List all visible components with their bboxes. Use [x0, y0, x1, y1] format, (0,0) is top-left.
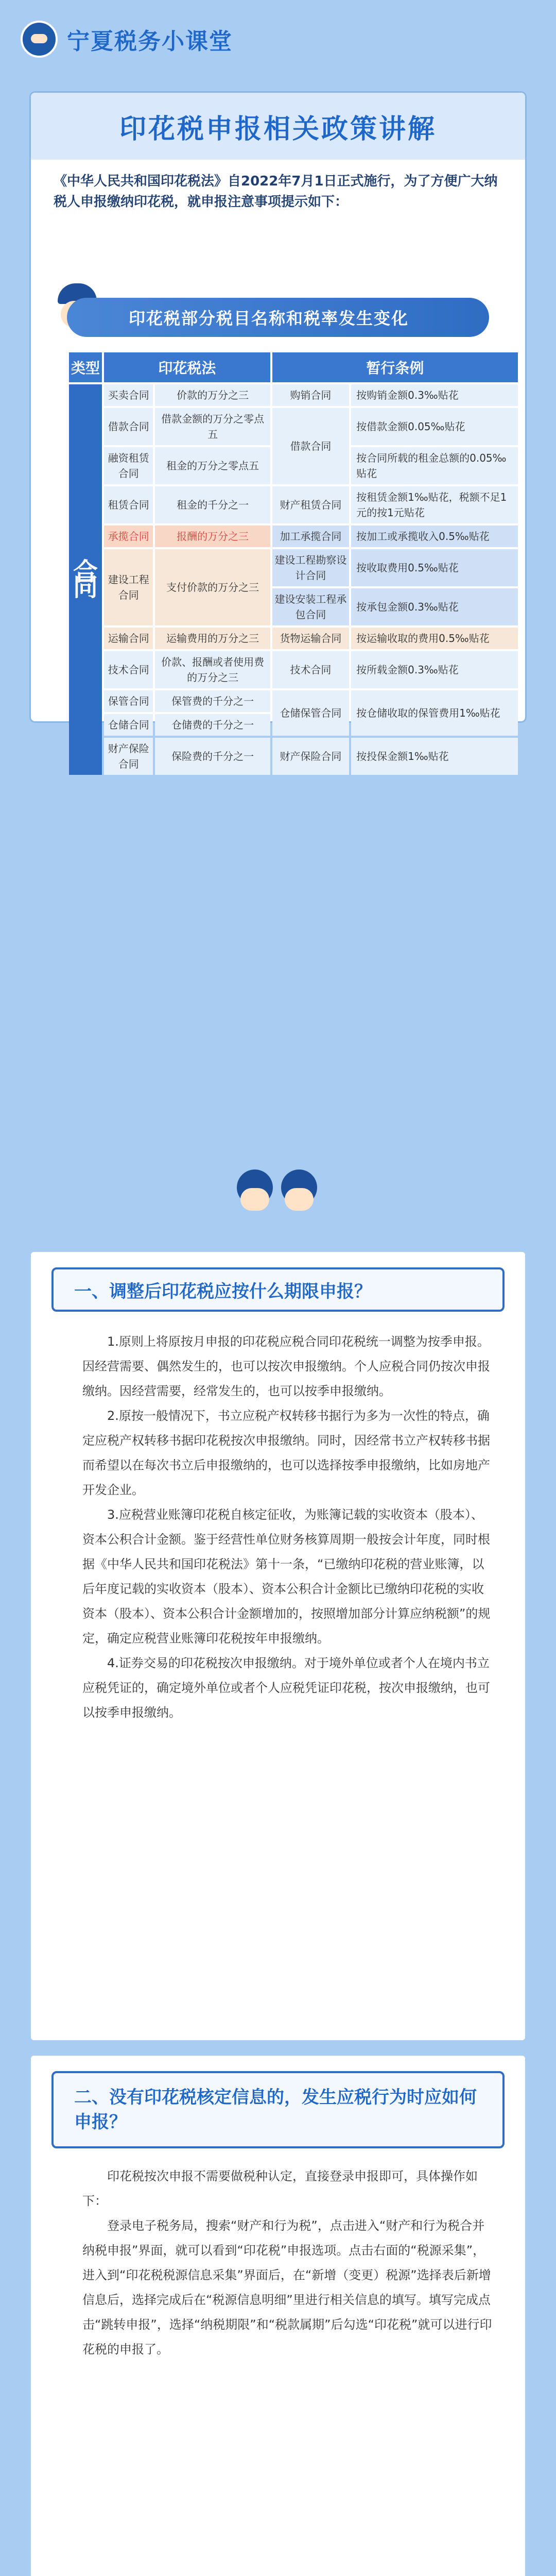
table-header-old-rules: 暂行条例 [272, 352, 518, 382]
title-banner [31, 93, 525, 160]
table-cell: 按收取费用0.5‰贴花 [351, 549, 518, 586]
table-row [69, 690, 518, 712]
table-cell: 仓储保管合同 [272, 690, 349, 736]
table-row [69, 384, 518, 406]
type-cell: 合同 [69, 384, 102, 775]
faq-body-1 [82, 1329, 494, 1725]
table-cell: 按购销金额0.3‰贴花 [351, 384, 518, 406]
table-cell: 技术合同 [272, 651, 349, 688]
table-row [69, 526, 518, 547]
table-row [69, 549, 518, 586]
table-cell: 按承包金额0.3‰贴花 [351, 588, 518, 625]
faq-card-2 [31, 2056, 525, 2576]
table-cell: 报酬的万分之三 [155, 526, 270, 547]
brand-title: 宁夏税务小课堂 [67, 28, 233, 55]
paragraph: 3.应税营业账簿印花税自核定征收，为账簿记载的实收资本（股本）、资本公积合计金额。鉴于经营性单位财务核算周期一般按会计年度，同时根据《中华人民共和国印花税法》第十一条，“已缴纳印花税的营业账簿，以后年度记载的实收资本（股本）、资本公积合计金额比已缴纳印花税的实收资本（股本）、资本公积合计金额增加的，按照增加部分计算应纳税额”的规定，确定应税营业账簿印花税按年申报缴纳。 [82, 1507, 491, 1646]
table-header-type: 类型 [69, 352, 102, 382]
paragraph: 2.原按一般情况下，书立应税产权转移书据行为多为一次性的特点，确定应税产权转移书据印花税按次申报缴纳。同时，因经常书立产权转移书据而希望以在每次书立后申报缴纳的，也可以选择按季申报缴纳，比如房地产开发企业。 [82, 1409, 490, 1497]
table-cell: 建设安装工程承包合同 [272, 588, 349, 625]
faq-title-1: 一、调整后印花税应按什么期限申报？ [51, 1267, 505, 1312]
table-cell: 买卖合同 [104, 384, 153, 406]
table-cell: 按所载金额0.3‰贴花 [351, 651, 518, 688]
table-cell: 借款合同 [104, 408, 153, 445]
mascot-logo-icon [21, 21, 58, 58]
table-cell: 购销合同 [272, 384, 349, 406]
table-row [69, 486, 518, 523]
table-cell: 财产租赁合同 [272, 486, 349, 523]
table-cell: 价款的万分之三 [155, 384, 270, 406]
table-row [69, 628, 518, 649]
paragraph: 4.证券交易的印花税按次申报缴纳。对于境外单位或者个人在境内书立应税凭证的，确定境外单位或者个人应税凭证印花税，按次申报缴纳，也可以按季申报缴纳。 [82, 1656, 490, 1720]
table-cell: 按合同所载的租金总额的0.05‰贴花 [351, 447, 518, 484]
faq-card-1 [31, 1252, 525, 2040]
table-cell: 支付价款的万分之三 [155, 549, 270, 625]
brand-header [21, 21, 233, 58]
page-title: 印花税申报相关政策讲解 [119, 113, 437, 145]
faq-title-2: 二、没有印花税核定信息的，发生应税行为时应如何申报？ [51, 2071, 505, 2148]
intro-text: 《中华人民共和国印花税法》自2022年7月1日正式施行，为了方便广大纳税人申报缴纳印花税，就申报注意事项提示如下： [54, 174, 498, 210]
table-cell: 保管合同 [104, 690, 153, 712]
table-row [69, 738, 518, 775]
table-row [69, 651, 518, 688]
table-cell: 承揽合同 [104, 526, 153, 547]
table-cell: 借款金额的万分之零点五 [155, 408, 270, 445]
table-cell: 借款合同 [272, 408, 349, 484]
policy-card [31, 93, 525, 770]
table-cell: 仓储合同 [104, 714, 153, 736]
table-cell: 保管费的千分之一 [155, 690, 270, 712]
table-cell: 保险费的千分之一 [155, 738, 270, 775]
table-row [69, 408, 518, 445]
table-cell: 租赁合同 [104, 486, 153, 523]
table-cell: 租金的千分之一 [155, 486, 270, 523]
section-label: 印花税部分税目名称和税率发生变化 [67, 298, 489, 337]
table-cell: 技术合同 [104, 651, 153, 688]
table-cell: 按仓储收取的保管费用1‰贴花 [351, 690, 518, 736]
table-cell: 融资租赁合同 [104, 447, 153, 484]
table-cell: 建设工程勘察设计合同 [272, 549, 349, 586]
paragraph: 登录电子税务局，搜索“财产和行为税”，点击进入“财产和行为税合并纳税申报”界面，就可以看到“印花税”申报选项。点击右面的“税源采集”，进入到“印花税税源信息采集”界面后，在“新增（变更）税源”选择表后新增信息后，选择完成后在“税源信息明细”里进行相关信息的填写。填写完成点击“跳转申报”，选择“纳税期限”和“税款属期”后勾选“印花税”就可以进行印花税的申报了。 [82, 2218, 492, 2357]
table-cell: 财产保险合同 [272, 738, 349, 775]
table-cell: 仓储费的千分之一 [155, 714, 270, 736]
table-cell: 建设工程合同 [104, 549, 153, 625]
table-cell: 按运输收取的费用0.5‰贴花 [351, 628, 518, 649]
mascot-pair-icon [232, 1159, 324, 1242]
tax-rate-table [67, 350, 520, 777]
table-cell: 按投保金额1‰贴花 [351, 738, 518, 775]
table-cell: 按借款金额0.05‰贴花 [351, 408, 518, 445]
table-cell: 运输费用的万分之三 [155, 628, 270, 649]
table-cell: 货物运输合同 [272, 628, 349, 649]
table-header-new-law: 印花税法 [104, 352, 270, 382]
table-cell: 价款、报酬或者使用费的万分之三 [155, 651, 270, 688]
faq-body-2 [82, 2164, 494, 2362]
table-cell: 按租赁金额1‰贴花，税额不足1元的按1元贴花 [351, 486, 518, 523]
paragraph: 印花税按次申报不需要做税种认定，直接登录申报即可，具体操作如下： [82, 2169, 478, 2208]
table-cell: 加工承揽合同 [272, 526, 349, 547]
paragraph: 1.原则上将原按月申报的印花税应税合同印花税统一调整为按季申报。因经营需要、偶然发生的，也可以按次申报缴纳。个人应税合同仍按次申报缴纳。因经营需要，经常发生的，也可以按季申报缴纳。 [82, 1334, 490, 1398]
table-cell: 财产保险合同 [104, 738, 153, 775]
table-cell: 租金的万分之零点五 [155, 447, 270, 484]
table-cell: 按加工或承揽收入0.5‰贴花 [351, 526, 518, 547]
table-cell: 运输合同 [104, 628, 153, 649]
